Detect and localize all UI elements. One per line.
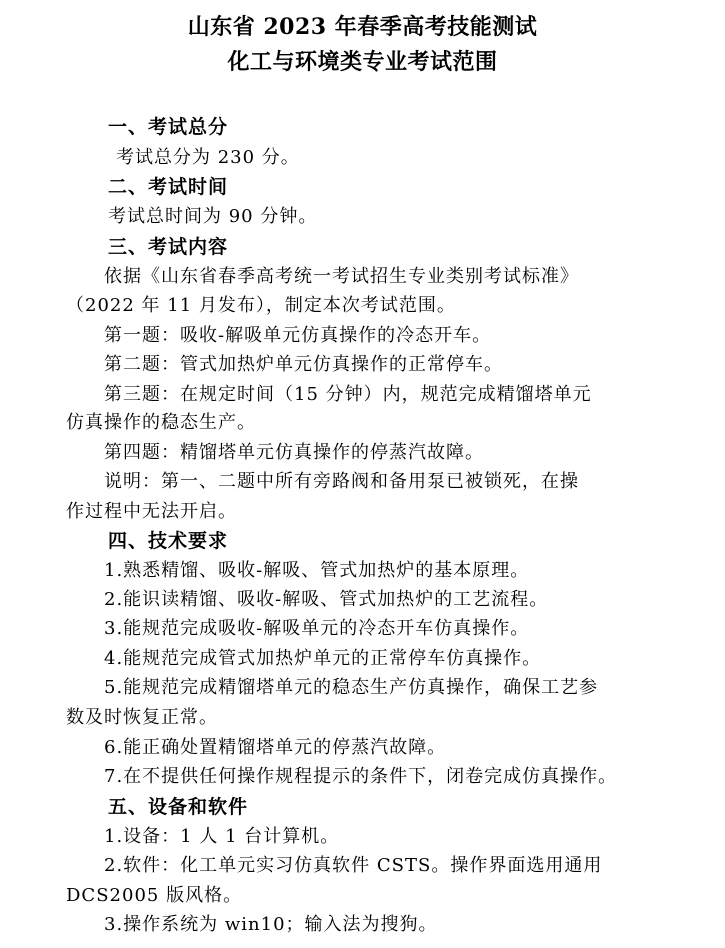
document-title-line-2: 化工与环境类专业考试范围 [227, 49, 498, 75]
section-text: 7.在不提供任何操作规程提示的条件下，闭卷完成仿真操作。 [104, 766, 618, 787]
section-text: 考试总分为 230 分。 [116, 147, 300, 168]
section-text: DCS2005 版风格。 [66, 885, 243, 906]
section-heading-equipment-software: 五、设备和软件 [108, 796, 249, 818]
section-text: 依据《山东省春季高考统一考试招生专业类别考试标准》 [104, 266, 579, 287]
section-text: （2022 年 11 月发布），制定本次考试范围。 [66, 295, 456, 316]
section-text: 第一题：吸收-解吸单元仿真操作的冷态开车。 [104, 325, 492, 346]
section-text: 6.能正确处置精馏塔单元的停蒸汽故障。 [104, 737, 447, 758]
section-text: 5.能规范完成精馏塔单元的稳态生产仿真操作，确保工艺参 [104, 677, 599, 698]
section-text: 第四题：精馏塔单元仿真操作的停蒸汽故障。 [104, 442, 484, 463]
section-text: 1.设备：1 人 1 台计算机。 [104, 826, 340, 847]
section-heading-exam-time: 二、考试时间 [108, 176, 229, 198]
section-text: 2.软件：化工单元实习仿真软件 CSTS。操作界面选用通用 [104, 855, 603, 876]
section-text: 1.熟悉精馏、吸收-解吸、管式加热炉的基本原理。 [104, 560, 530, 581]
section-text: 说明：第一、二题中所有旁路阀和备用泵已被锁死，在操 [104, 471, 579, 492]
section-text: 考试总时间为 90 分钟。 [108, 206, 318, 227]
section-heading-exam-content: 三、考试内容 [108, 236, 229, 258]
document-title-line-1: 山东省 2023 年春季高考技能测试 [187, 14, 538, 40]
section-text: 作过程中无法开启。 [66, 501, 237, 522]
section-text: 3.操作系统为 win10；输入法为搜狗。 [104, 914, 438, 935]
section-text: 第二题：管式加热炉单元仿真操作的正常停车。 [104, 354, 503, 375]
section-text: 2.能识读精馏、吸收-解吸、管式加热炉的工艺流程。 [104, 589, 549, 610]
section-text: 数及时恢复正常。 [66, 707, 218, 728]
section-text: 仿真操作的稳态生产。 [66, 412, 256, 433]
section-heading-total-score: 一、考试总分 [108, 116, 229, 138]
section-text: 3.能规范完成吸收-解吸单元的冷态开车仿真操作。 [104, 618, 530, 639]
section-text: 第三题：在规定时间（15 分钟）内，规范完成精馏塔单元 [104, 384, 592, 405]
section-text: 4.能规范完成管式加热炉单元的正常停车仿真操作。 [104, 648, 542, 669]
section-heading-technical-requirements: 四、技术要求 [108, 530, 229, 552]
